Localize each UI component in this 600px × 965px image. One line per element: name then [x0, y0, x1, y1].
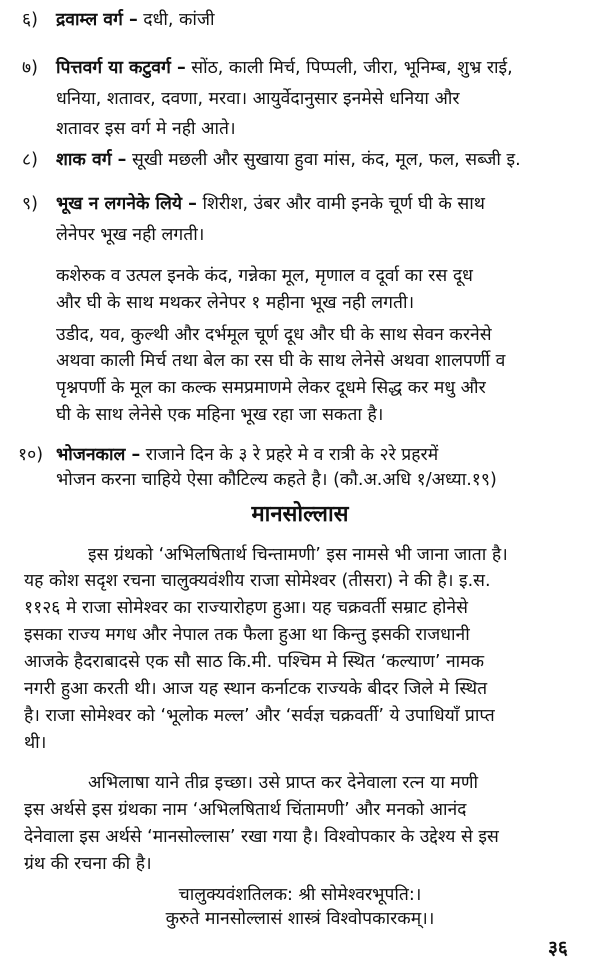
list-item-8-text: [56, 148, 521, 172]
list-item-6-text: [56, 8, 214, 32]
item-number: ९): [22, 194, 38, 214]
item-number: ८): [22, 150, 38, 170]
text-line: शतावर इस वर्ग मे नही आते।: [56, 119, 236, 139]
paragraph-line: इस अर्थसे इस ग्रंथका नाम ‘अभिलषितार्थ चिंतामणी’ और मनको आनंद: [24, 800, 467, 820]
list-item-6: [22, 8, 38, 32]
section-title: मानसोल्लास: [251, 502, 349, 527]
list-item-7-text: [56, 56, 513, 80]
paragraph-line: अभिलाषा याने तीव्र इच्छा। उसे प्राप्त कर देनेवाला रत्न या मणी: [88, 773, 479, 793]
item-heading: शाक वर्ग –: [56, 150, 127, 170]
item-heading: पित्तवर्ग या कटुवर्ग –: [56, 58, 186, 78]
paragraph-line: नगरी हुआ करती थी। आज यह स्थान कर्नाटक राज्यके बीदर जिले मे स्थित: [24, 679, 488, 699]
item-number: ७): [22, 58, 38, 78]
paragraph-line: आजके हैदराबादसे एक सौ साठ कि.मी. पश्चिम मे स्थित ‘कल्याण’ नामक: [24, 652, 485, 672]
verse-line: चालुक्यवंशतिलक: श्री सोमेश्वरभूपति:।: [178, 885, 422, 905]
paragraph-line: देनेवाला इस अर्थसे ‘मानसोल्लास’ रखा गया है। विश्वोपकार के उद्देश्य से इस: [24, 827, 499, 847]
paragraph-line: यह कोश सदृश रचना चालुक्यवंशीय राजा सोमेश्वर (तीसरा) ने की है। इ.स.: [24, 571, 491, 591]
list-item-8: [22, 148, 38, 172]
paragraph-line: इसका राज्य मगध और नेपाल तक फैला हुआ था किन्तु इसकी राजधानी: [24, 625, 470, 645]
item-number: ६): [22, 10, 38, 30]
list-item-10-text: [56, 443, 438, 467]
text-line: घी के साथ लेनेसे एक महिना भूख रहा जा सकता है।: [56, 405, 384, 425]
list-item-7: [22, 56, 38, 80]
item-number: १०): [18, 445, 44, 465]
list-item-10: [18, 443, 43, 467]
list-item-9: [22, 192, 38, 216]
list-item-9-text: [56, 192, 485, 216]
item-text: सूखी मछली और सुखाया हुवा मांस, कंद, मूल, फल, सब्जी इ.: [126, 150, 521, 170]
text-line: भोजन करना चाहिये ऐसा कौटिल्य कहते है। (कौ.अ.अधि १/अध्या.१९): [56, 470, 497, 490]
item-heading: द्रवाम्ल वर्ग –: [56, 10, 138, 30]
paragraph-line: है। राजा सोमेश्वर को ‘भूलोक मल्ल’ और ‘सर्वज्ञ चक्रवर्ती’ ये उपाधियाँ प्राप्त: [24, 706, 495, 726]
text-line: धनिया, शतावर, दवणा, मरवा। आयुर्वेदानुसार इनमेसे धनिया और: [56, 89, 460, 109]
page-number: ३६: [548, 937, 568, 959]
text-line: पृश्नपर्णी के मूल का कल्क समप्रमाणमे लेकर दूधमे सिद्ध कर मधु और: [56, 378, 486, 398]
item-text: सोंठ, काली मिर्च, पिप्पली, जीरा, भूनिम्ब, शुभ्र राई,: [185, 58, 513, 78]
text-line: कशेरुक व उत्पल इनके कंद, गन्नेका मूल, मृणाल व दूर्वा का रस दूध: [56, 266, 473, 286]
item-heading: भूख न लगनेके लिये –: [56, 194, 197, 214]
item-text: राजाने दिन के ३ रे प्रहरे मे व रात्री के २रे प्रहरमें: [140, 445, 439, 465]
paragraph-line: थी।: [24, 733, 47, 753]
item-heading: भोजनकाल –: [56, 445, 141, 465]
text-line: उडीद, यव, कुल्थी और दर्भमूल चूर्ण दूध और घी के साथ सेवन करनेसे: [56, 325, 492, 345]
paragraph-line: इस ग्रंथको ‘अभिलषितार्थ चिन्तामणी’ इस नामसे भी जाना जाता है।: [88, 545, 508, 565]
paragraph-line: ग्रंथ की रचना की है।: [24, 854, 152, 874]
paragraph-line: ११२६ मे राजा सोमेश्वर का राज्यारोहण हुआ। यह चक्रवर्ती सम्राट होनेसे: [24, 598, 468, 618]
item-text: शिरीश, उंबर और वामी इनके चूर्ण घी के साथ: [196, 194, 485, 214]
item-text: दधी, कांजी: [137, 10, 215, 30]
verse-line: कुरुते मानसोल्लासं शास्त्रं विश्वोपकारकम्।।: [165, 909, 435, 929]
text-line: अथवा काली मिर्च तथा बेल का रस घी के साथ लेनेसे अथवा शालपर्णी व: [56, 351, 506, 371]
text-line: लेनेपर भूख नही लगती।: [56, 225, 205, 245]
text-line: और घी के साथ मथकर लेनेपर १ महीना भूख नही लगती।: [56, 293, 415, 313]
